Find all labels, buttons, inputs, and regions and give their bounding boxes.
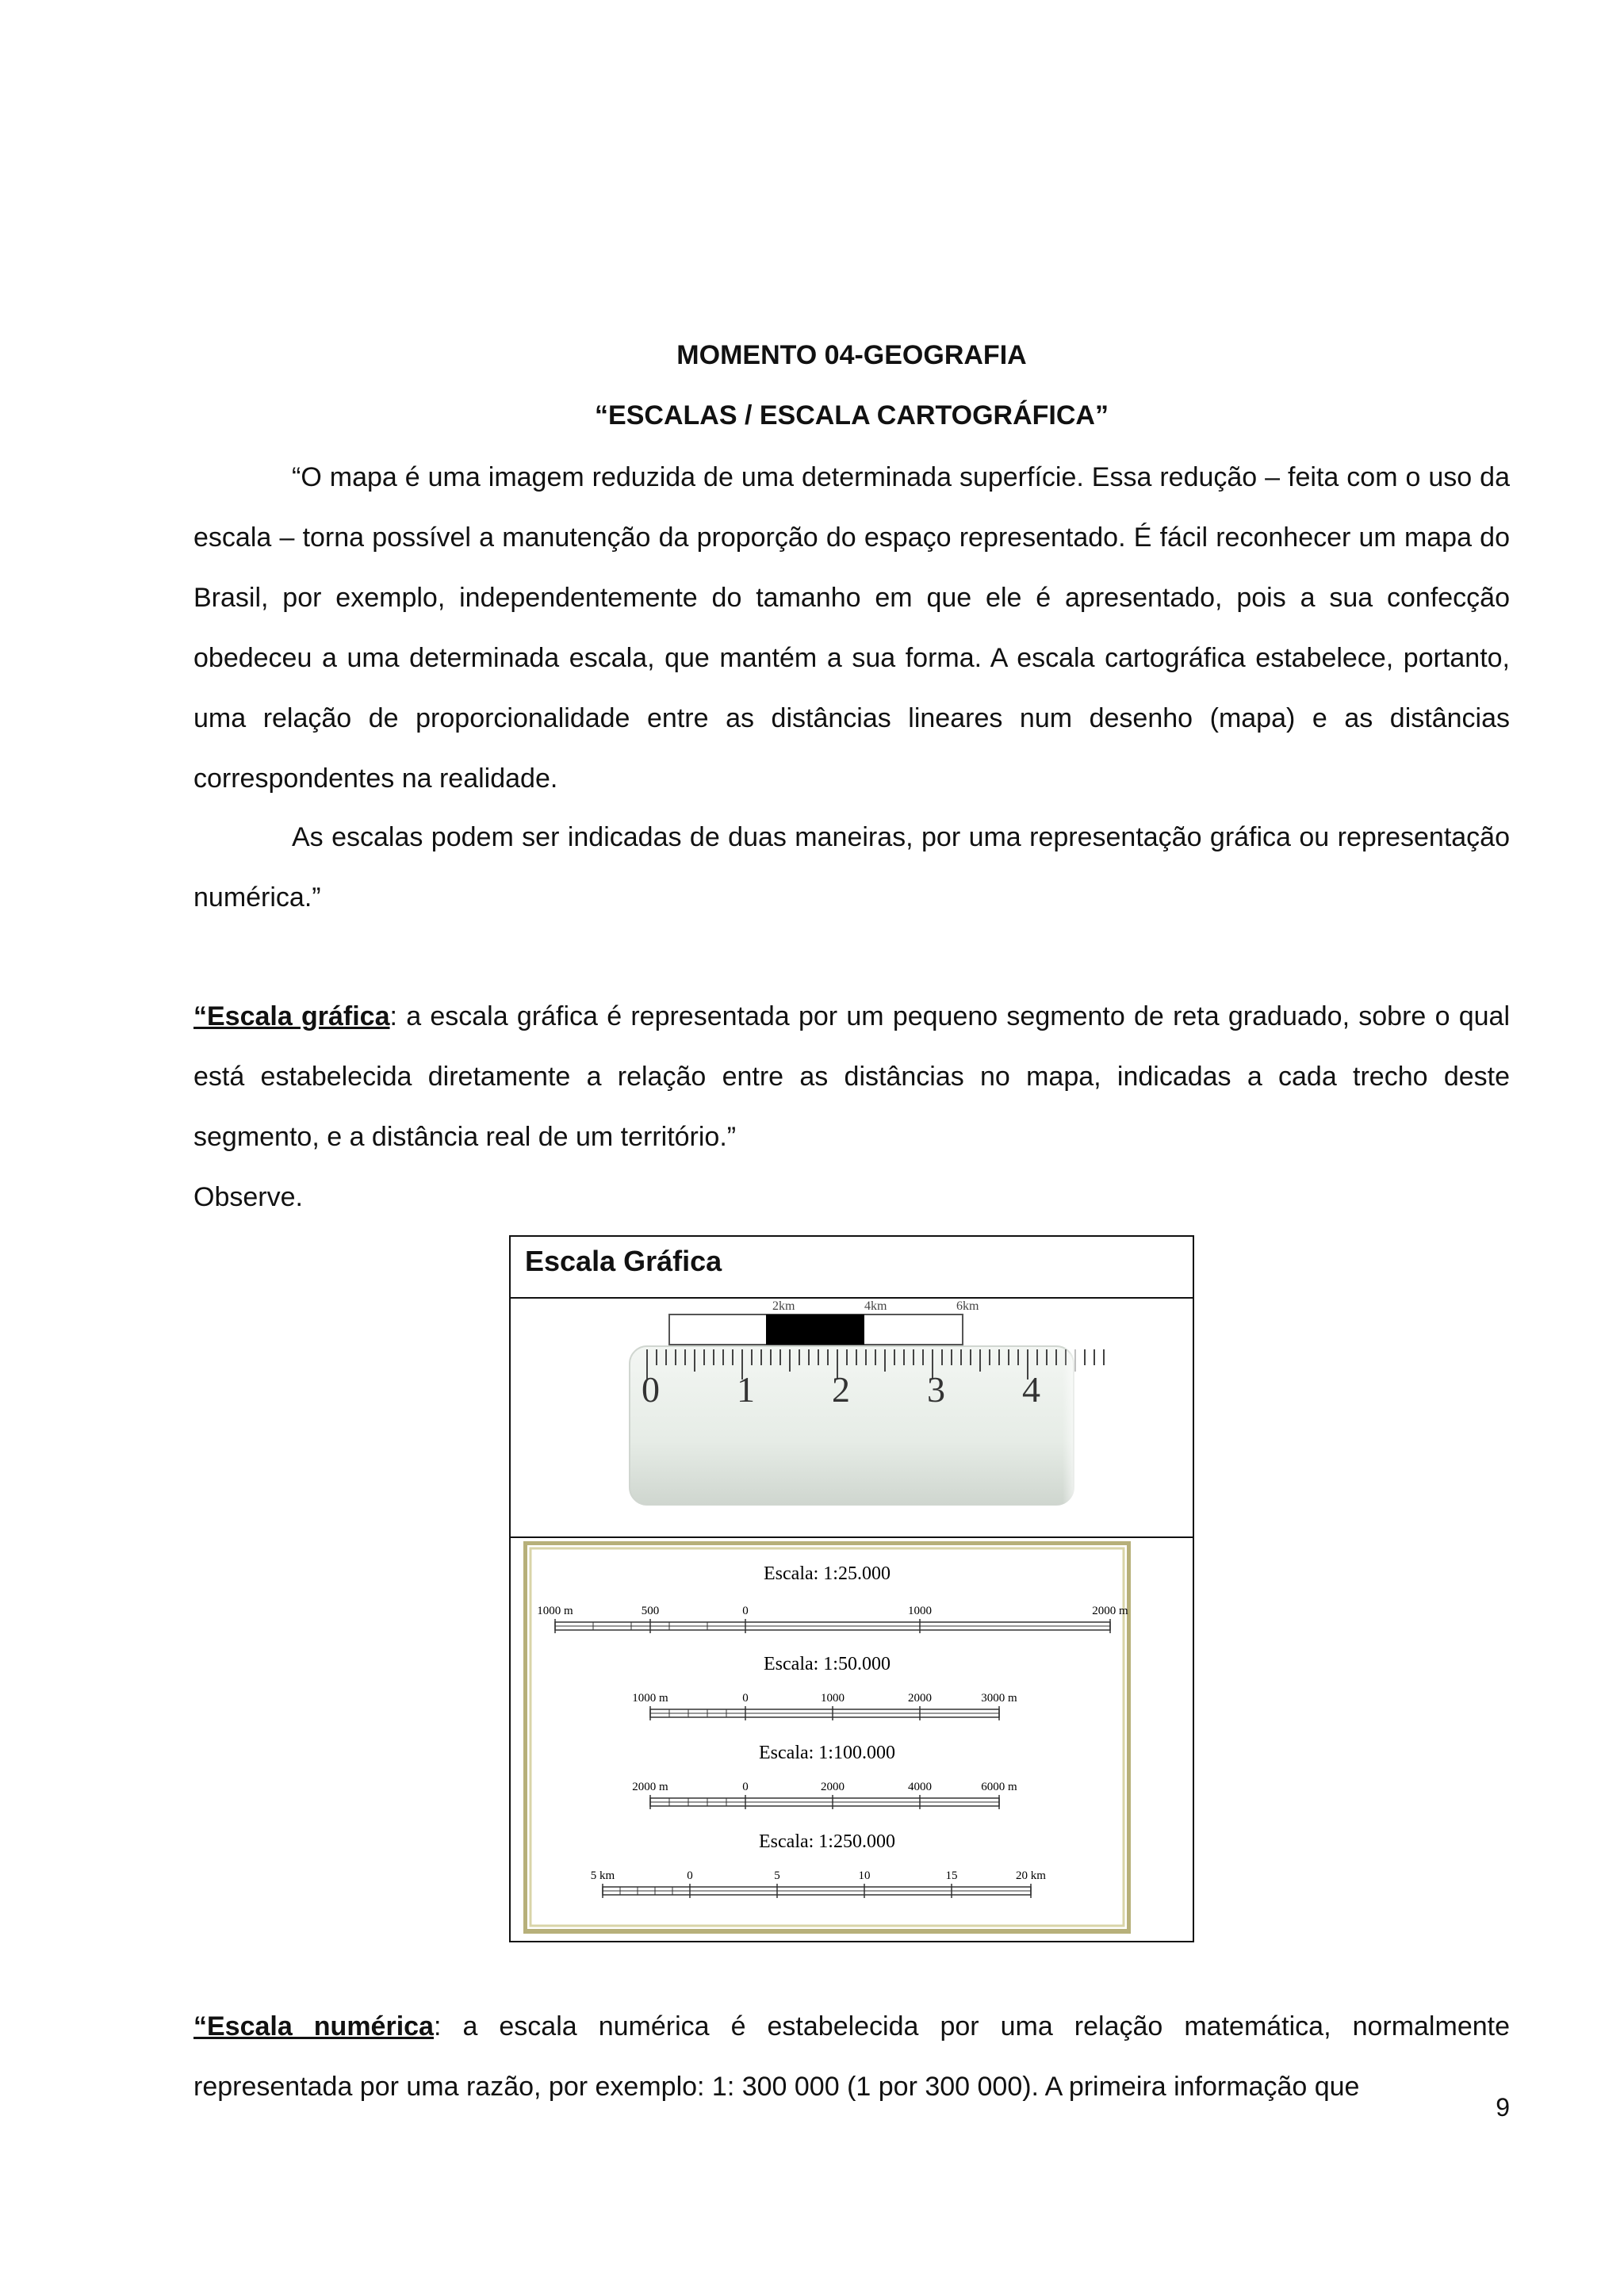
scale-label: 5 <box>774 1869 780 1882</box>
escala-grafica-definition: : a escala gráfica é representada por um pequeno segmento de reta graduado, sobre o qual está estabelecida diretamente a relação entre as distâncias no mapa, indicadas a cada trecho deste segmento, e a distância real de um território.” <box>193 1001 1511 1152</box>
scale-label: 1000 <box>821 1692 845 1705</box>
escala-numerica-definition: : a escala numérica é estabelecida por uma relação matemática, normalmente representada por uma razão, por exemplo: 1: 300 000 (1 por 300 000). A primeira informação que <box>193 2011 1510 2102</box>
scale-title: Escala: 1:25.000 <box>764 1563 891 1584</box>
scale-label: 20 km <box>1016 1869 1046 1882</box>
scale-label: 500 <box>641 1605 660 1617</box>
scale-label: 4000 <box>908 1781 932 1793</box>
scale-label: 0 <box>687 1869 693 1882</box>
scale-label: 6000 m <box>981 1781 1017 1793</box>
paragraph-escala-grafica <box>193 986 1510 1167</box>
paragraph-1: “O mapa é uma imagem reduzida de uma determinada superfície. Essa redução – feita com o uso da escala – torna possível a manutenção da proporção do espaço representado. É fácil reconhecer um mapa do Brasil, por exemplo, independentemente do tamanho em que ele é apresentado, pois a sua confecção obedeceu a uma determinada escala, que mantém a sua forma. A escala cartográfica estabelece, portanto, uma relação de proporcionalidade entre as distâncias lineares num desenho (mapa) e as distâncias correspondentes na realidade. <box>193 462 1510 794</box>
scale-title: Escala: 1:50.000 <box>764 1654 891 1674</box>
paragraph-2: As escalas podem ser indicadas de duas maneiras, por uma representação gráfica ou representação numérica.” <box>193 822 1510 913</box>
ruler-number-2: 2 <box>832 1369 850 1410</box>
term-escala-numerica: “Escala numérica <box>193 2011 434 2042</box>
scale-label: 3000 m <box>981 1692 1017 1705</box>
scale-label: 0 <box>742 1692 749 1705</box>
scales-panel <box>523 1541 1131 1938</box>
scale-label: 2000 <box>821 1781 845 1793</box>
ruler-illustration <box>511 1299 1193 1536</box>
scale-label: 1000 m <box>537 1605 573 1617</box>
scale-label: 2000 <box>908 1692 932 1705</box>
scale-label: 5 km <box>590 1869 615 1882</box>
scale-label: 2000 m <box>1092 1605 1128 1617</box>
scale-label: 2000 m <box>632 1781 668 1793</box>
scale-label: 1000 <box>908 1605 932 1617</box>
escala-grafica-figure <box>509 1235 1194 1942</box>
bar-label-2km: 2km <box>772 1299 795 1313</box>
scale-label: 15 <box>945 1869 958 1882</box>
figure-divider <box>511 1536 1193 1538</box>
scale-label: 0 <box>742 1605 749 1617</box>
bar-label-6km: 6km <box>956 1299 979 1313</box>
bar-scale-black-segment <box>766 1314 864 1345</box>
ruler-number-3: 3 <box>927 1369 945 1410</box>
ruler-number-0: 0 <box>642 1369 660 1410</box>
scale-label: 1000 m <box>632 1692 668 1705</box>
page-title: MOMENTO 04-GEOGRAFIA <box>676 340 1027 370</box>
bar-label-4km: 4km <box>864 1299 887 1313</box>
paragraph-escala-numerica <box>193 1996 1510 2117</box>
scale-label: 10 <box>858 1869 871 1882</box>
term-escala-grafica: “Escala gráfica <box>193 1001 390 1031</box>
scale-title: Escala: 1:250.000 <box>759 1831 895 1852</box>
page-subtitle: “ESCALAS / ESCALA CARTOGRÁFICA” <box>595 400 1109 430</box>
scale-label: 0 <box>742 1781 749 1793</box>
figure-title: Escala Gráfica <box>511 1237 1193 1299</box>
scale-title: Escala: 1:100.000 <box>759 1743 895 1763</box>
ruler-number-1: 1 <box>737 1369 755 1410</box>
page-number: 9 <box>1496 2093 1510 2122</box>
observe-label: Observe. <box>193 1182 303 1212</box>
